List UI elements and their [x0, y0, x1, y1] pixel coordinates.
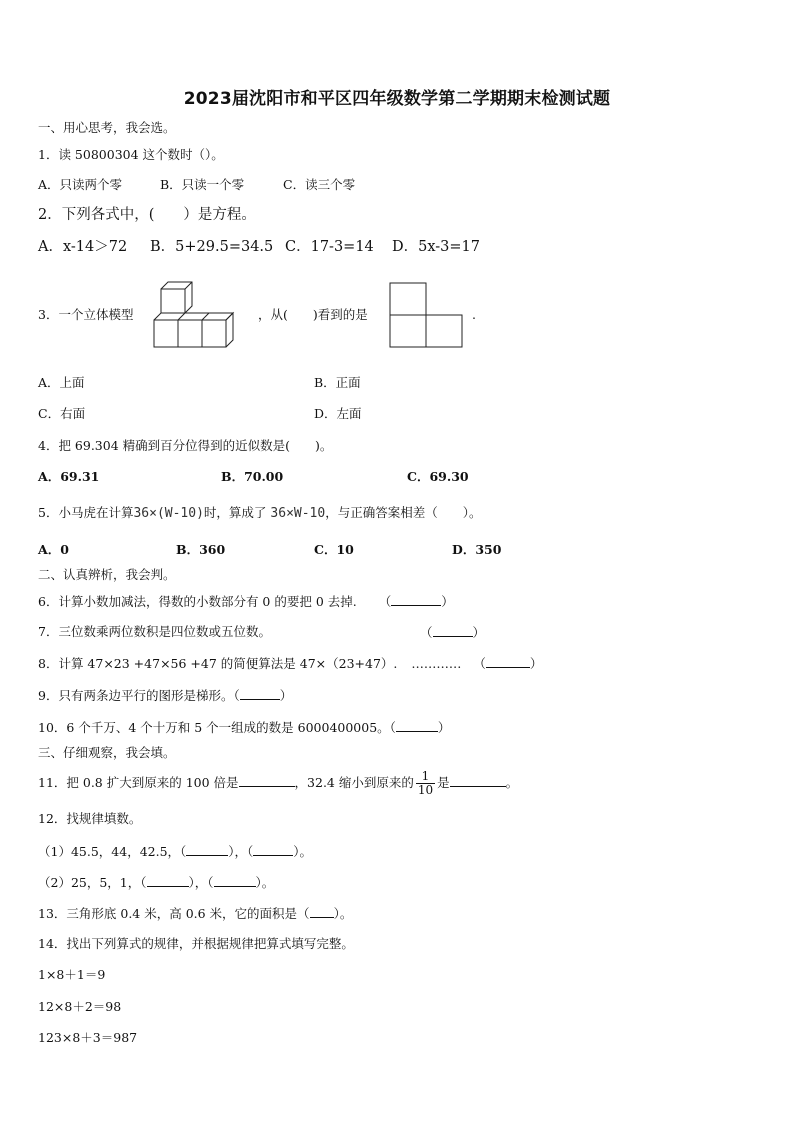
question-14-stem: 14．找出下列算式的规律，并根据规律把算式填写完整。: [38, 936, 354, 951]
question-8-answer-blank[interactable]: [486, 654, 530, 668]
question-10-answer-blank[interactable]: [396, 718, 438, 732]
question-7: [38, 623, 271, 641]
question-9-answer-blank[interactable]: [240, 686, 280, 700]
question-12-sub-2-text: （2）25，5，1，（: [38, 875, 147, 890]
question-8-paren-close: ）: [529, 656, 543, 671]
question-5-middle: 时，算成了: [203, 505, 267, 520]
question-5-stem: [38, 504, 481, 523]
question-1-option-b[interactable]: B．只读一个零: [160, 177, 245, 192]
question-1-option-a[interactable]: A．只读两个零: [38, 177, 123, 192]
question-7-paren-close: ）: [472, 625, 486, 640]
question-5-option-c[interactable]: C．10: [314, 542, 354, 557]
question-4-option-c[interactable]: C．69.30: [407, 469, 469, 484]
page-title: 2023届沈阳市和平区四年级数学第二学期期末检测试题: [183, 89, 611, 109]
question-7-answer-blank[interactable]: [433, 623, 473, 637]
question-6-stem: 6．计算小数加减法，得数的小数部分有 0 的要把 0 去掉.: [38, 594, 357, 609]
question-12-sub-1: [38, 842, 312, 861]
question-12-stem: 12．找规律填数。: [38, 811, 142, 826]
fraction-numerator: 1: [416, 770, 435, 784]
question-10-stem: 10．6 个千万、4 个十万和 5 个一组成的数是 6000400005。（: [38, 720, 396, 735]
question-2-option-c[interactable]: C．17-3=14: [285, 239, 374, 255]
question-5-prefix: 5．小马虎在计算: [38, 505, 134, 520]
question-3-option-a[interactable]: A．上面: [38, 375, 85, 390]
view-shape-figure: [389, 282, 465, 348]
question-1-option-c[interactable]: C．读三个零: [283, 177, 356, 192]
question-3-suffix: .: [472, 307, 476, 322]
question-14-line-2: 12×8＋2＝98: [38, 999, 122, 1014]
fraction-denominator: 10: [417, 783, 434, 797]
question-14-line-3: 123×8＋3＝987: [38, 1030, 138, 1045]
question-6-paren-open: （: [378, 594, 392, 609]
question-8: [38, 654, 542, 673]
question-12-sub-1-text: （1）45.5，44，42.5，（: [38, 844, 187, 859]
question-8-stem: 8．计算 47×23 +47×56 +47 的简便算法是 47×（23+47）.: [38, 656, 398, 671]
question-6: [38, 592, 454, 611]
question-12-sub-2-end: ）。: [255, 875, 275, 890]
question-2-stem: 2．下列各式中，( ）是方程。: [38, 207, 256, 223]
question-12-sub-2-blank-1[interactable]: [147, 873, 189, 887]
question-1-stem: 1．读 50800304 这个数时（）。: [38, 147, 224, 162]
question-6-answer-blank[interactable]: [391, 592, 441, 606]
question-4-stem: 4．把 69.304 精确到百分位得到的近似数是( )。: [38, 438, 333, 453]
question-10: [38, 718, 450, 737]
question-11-blank-1[interactable]: [239, 773, 295, 787]
question-7-answer: [420, 623, 485, 642]
question-10-paren-close: ）: [437, 720, 451, 735]
question-5-option-d[interactable]: D．350: [452, 542, 502, 557]
question-2-option-a[interactable]: A．x-14＞72: [38, 239, 128, 255]
section-heading-2: 二、认真辨析，我会判。: [38, 567, 176, 582]
question-12-sub-1-blank-2[interactable]: [253, 842, 293, 856]
question-12-sub-2: [38, 873, 274, 892]
question-5-expression-wrong: 36×W-10: [270, 506, 326, 521]
question-12-sub-1-end: ）。: [293, 844, 313, 859]
question-13-stem: 13．三角形底 0.4 米，高 0.6 米，它的面积是（: [38, 906, 310, 921]
section-heading-3: 三、仔细观察，我会填。: [38, 745, 176, 760]
question-7-paren-open: （: [420, 625, 433, 640]
question-12-sub-2-mid: ），（: [188, 875, 214, 890]
question-3-middle: ，从( )看到的是: [258, 307, 368, 322]
question-5-suffix: ，与正确答案相差（ ）。: [325, 505, 482, 520]
question-3-option-d[interactable]: D．左面: [314, 406, 362, 421]
question-3-option-b[interactable]: B．正面: [314, 375, 361, 390]
question-12-sub-1-mid: ），（: [228, 844, 254, 859]
question-6-paren-close: ）: [441, 594, 454, 609]
question-11: [38, 768, 518, 798]
question-11-part1: 11．把 0.8 扩大到原来的 100 倍是: [38, 775, 239, 790]
question-13: [38, 904, 352, 923]
question-8-dots: …………: [411, 656, 462, 671]
section-heading-1: 一、用心思考，我会选。: [38, 120, 176, 135]
question-2-option-d[interactable]: D．5x-3=17: [392, 239, 480, 255]
question-13-answer-blank[interactable]: [310, 904, 334, 918]
question-13-end: ）。: [333, 906, 353, 921]
cube-model-figure: [150, 282, 244, 350]
question-8-paren-open: （: [473, 656, 486, 671]
question-4-option-b[interactable]: B．70.00: [221, 469, 284, 484]
question-3-option-c[interactable]: C．右面: [38, 406, 86, 421]
question-9-paren-close: ）: [279, 688, 293, 703]
question-4-option-a[interactable]: A．69.31: [38, 469, 100, 484]
question-5-expression-correct: 36×(W-10): [133, 506, 204, 521]
question-11-part4: 。: [505, 775, 519, 790]
question-11-fraction: [416, 770, 435, 797]
question-2-option-b[interactable]: B．5+29.5=34.5: [150, 239, 274, 255]
question-3-prefix: 3．一个立体模型: [38, 307, 134, 322]
question-5-option-b[interactable]: B．360: [176, 542, 226, 557]
question-5-option-a[interactable]: A．0: [38, 542, 69, 557]
question-14-line-1: 1×8＋1＝9: [38, 967, 106, 982]
question-11-blank-2[interactable]: [450, 773, 506, 787]
question-12-sub-2-blank-2[interactable]: [214, 873, 256, 887]
question-11-part3: 是: [437, 775, 450, 790]
question-9: [38, 686, 292, 705]
question-7-stem: 7．三位数乘两位数积是四位数或五位数。: [38, 624, 271, 639]
question-12-sub-1-blank-1[interactable]: [186, 842, 228, 856]
question-9-stem: 9．只有两条边平行的图形是梯形。（: [38, 688, 240, 703]
question-11-part2: ，32.4 缩小到原来的: [294, 775, 414, 790]
